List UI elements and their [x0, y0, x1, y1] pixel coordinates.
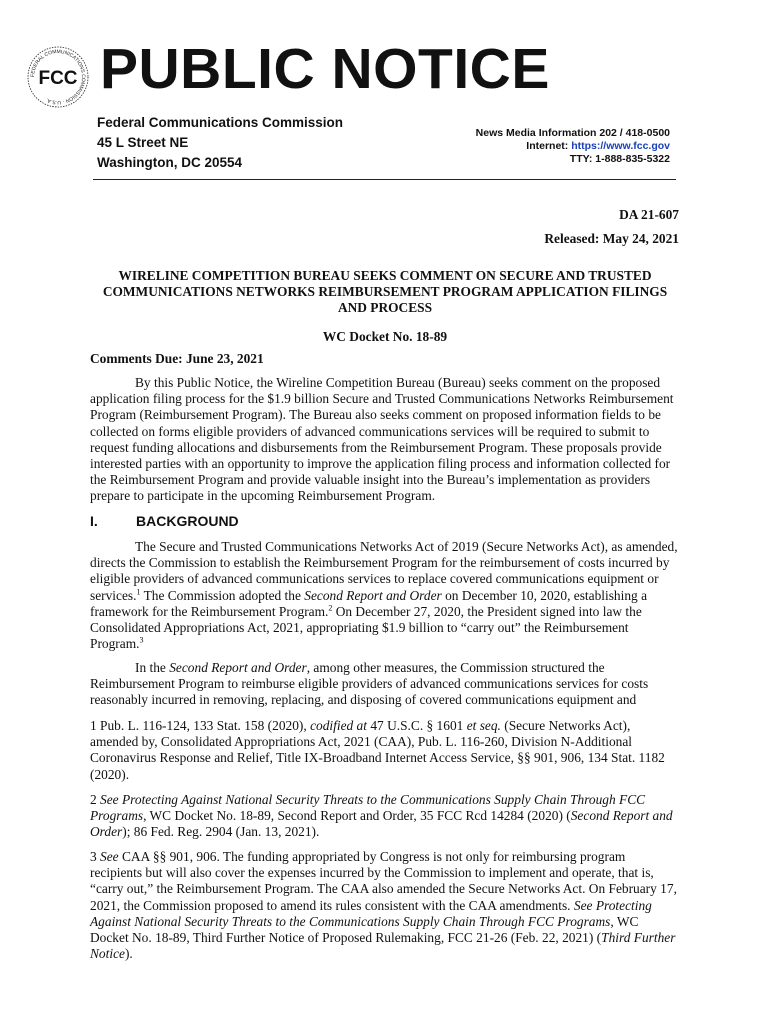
footnote-2 [90, 792, 680, 841]
text-run: The Secure and Trusted Communications Networks Act of 2019 (Secure Networks Act), as amended, directs the Commission to establish the Reimbursement Program for the reimbursement of costs incurred by eligible providers of advanced communications services to replace covered communications equipment or services. [90, 539, 678, 603]
seal-ring-text: FEDERAL COMMUNICATIONS COMMISSION · U.S.A. [29, 48, 87, 106]
footnote-ref-1: 1 [136, 587, 141, 597]
heading-line-2: COMMUNICATIONS NETWORKS REIMBURSEMENT PROGRAM APPLICATION FILINGS [102, 284, 668, 300]
text-run: ). [124, 946, 133, 962]
italic-run: See Protecting Against National Security Threats to the Communications Supply Chain Through FCC Programs [90, 792, 646, 824]
agency-name: Federal Communications Commission [97, 115, 344, 130]
seal-letters: FCC [38, 68, 78, 89]
text-run: , WC Docket No. 18-89, Third Further Notice of Proposed Rulemaking, FCC 21-26 (Feb. 22, 2021) ( [90, 913, 639, 946]
document-number-block [544, 203, 679, 251]
background-paragraph-1 [90, 539, 680, 652]
footnote-ref-3: 3 [139, 635, 144, 645]
agency-block [97, 113, 343, 173]
da-number: DA 21-607 [619, 207, 679, 222]
section-title: BACKGROUND [136, 513, 239, 529]
italic-run: Second Report and Order [169, 660, 307, 675]
section-heading-background [90, 513, 239, 529]
text-run: 1 Pub. L. 116-124, 133 Stat. 158 (2020), [90, 718, 311, 733]
contact-block [476, 127, 670, 166]
text-run: CAA §§ 901, 906. The funding appropriated by Congress is not only for reimbursing program recipients but will also cover the expenses incurred by the Commission to implement and operate, that is, “carry out,” the Reimbursement Program. The CAA also amended the Secure Networks Act. On February 17, 2021, the Commission proposed to amend its rules consistent with the CAA amendments. [90, 849, 677, 913]
text-run: , among other measures, the Commission structured the Reimbursement Program to reimburse eligible providers of advanced communications services for costs reasonably incurred in removing, replacing, and disposing of covered communications equipment and [90, 660, 649, 708]
italic-run: et seq. [466, 718, 501, 733]
italic-run: See [100, 849, 119, 864]
italic-run: See Protecting Against National Security Threats to the Communications Supply Chain Through FCC Programs [90, 897, 652, 929]
footnote-3 [90, 849, 680, 962]
section-number: I. [90, 513, 98, 529]
heading-line-1: WIRELINE COMPETITION BUREAU SEEKS COMMENT ON SECURE AND TRUSTED [118, 268, 652, 283]
docket-number: WC Docket No. 18-89 [322, 329, 448, 344]
internet-line [476, 140, 670, 153]
internet-label: Internet: [526, 140, 572, 152]
text-run: In the [135, 660, 170, 675]
page-title: PUBLIC NOTICE [100, 37, 550, 101]
fcc-seal-logo [26, 45, 90, 109]
comments-due-date: Comments Due: June 23, 2021 [90, 351, 264, 366]
text-run: (Secure Networks Act), amended by, Consolidated Appropriations Act, 2021 (CAA), Pub. L. 116-260, Division N-Additional Coronavirus Response and Relief, Title IX-Broadband Internet Access Service, §§ 901, 906, 134 Stat. 1182 (2020). [90, 718, 665, 782]
address-line-1: 45 L Street NE [97, 135, 189, 150]
italic-run: Third Further Notice [90, 930, 676, 962]
fcc-website-link[interactable]: https://www.fcc.gov [571, 140, 670, 152]
tty-line: TTY: 1-888-835-5322 [569, 153, 670, 165]
text-run: on December 10, 2020, establishing a framework for the Reimbursement Program. [90, 587, 648, 619]
text-run: , WC Docket No. 18-89, Second Report and Order, 35 FCC Rcd 14284 (2020) ( [143, 808, 571, 824]
italic-run: Second Report and Order [90, 808, 673, 840]
background-paragraph-2 [90, 660, 680, 709]
intro-text: By this Public Notice, the Wireline Competition Bureau (Bureau) seeks comment on the proposed application filing process for the $1.9 billion Secure and Trusted Communications Networks Reimbursement Program (Reimbursement Program). The Bureau also seeks comment on proposed information fields to be collected on forms eligible providers of advanced communications services will be required to submit to request funding allocations and disbursements from the Reimbursement Program. These proposals provide interested parties with an opportunity to improve the application filing process and information collected for the Reimbursement Program and provide valuable insight into the Bureau’s implementation as providers prepare to participate in the upcoming Reimbursement Program. [90, 375, 674, 504]
text-run: 47 U.S.C. § 1601 [366, 718, 467, 733]
footnote-1 [90, 718, 680, 783]
text-run: 3 [90, 849, 101, 864]
release-date: Released: May 24, 2021 [544, 231, 679, 246]
heading-line-3: AND PROCESS [337, 300, 433, 316]
italic-run: Second Report and Order [304, 587, 442, 603]
header-divider [93, 179, 676, 180]
text-run: ); 86 Fed. Reg. 2904 (Jan. 13, 2021). [122, 824, 320, 840]
text-run: The Commission adopted the [140, 587, 305, 603]
text-run: On December 27, 2020, the President signed into law the Consolidated Appropriations Act, 2021, appropriating $1.9 billion to “carry out” the Reimbursement Program. [90, 603, 642, 652]
address-line-2: Washington, DC 20554 [97, 155, 243, 170]
text-run: 2 [90, 792, 101, 807]
media-info: News Media Information 202 / 418-0500 [475, 127, 670, 139]
intro-paragraph [90, 375, 680, 505]
italic-run: codified at [310, 718, 367, 733]
notice-heading [90, 268, 680, 317]
footnote-ref-2: 2 [328, 603, 333, 613]
